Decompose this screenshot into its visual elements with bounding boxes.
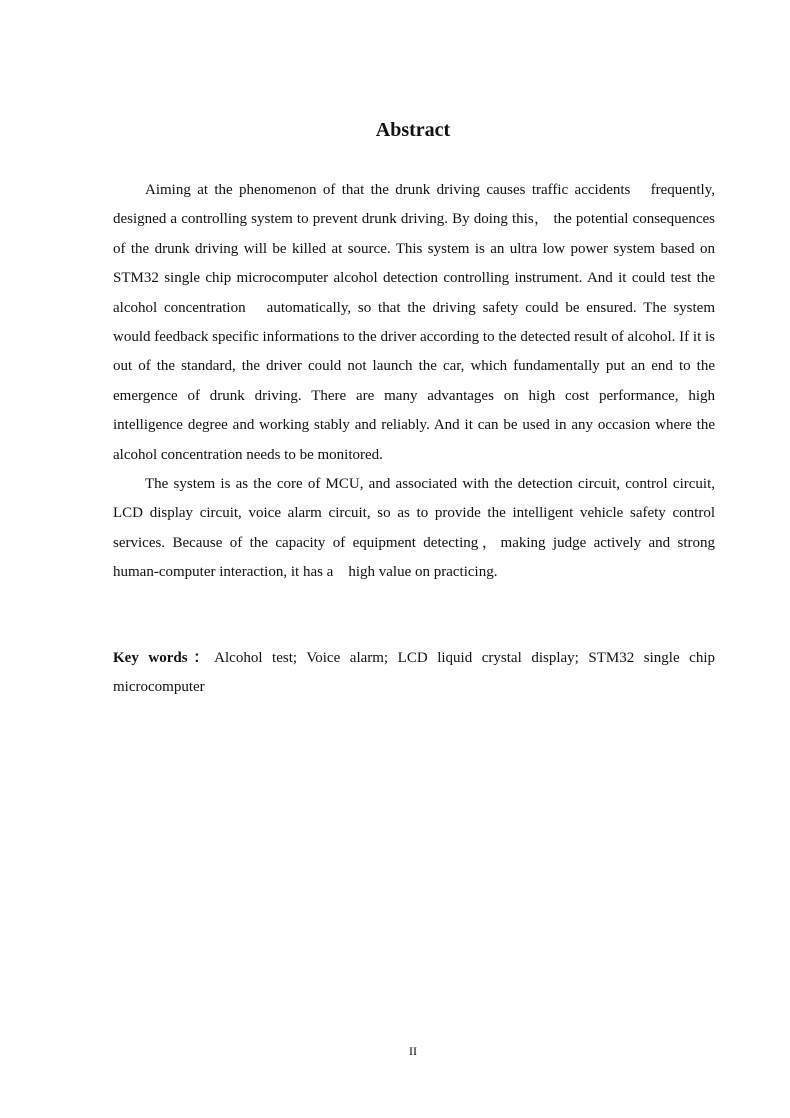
- abstract-body: [113, 176, 715, 588]
- page-number: II: [409, 1044, 417, 1058]
- keywords-text: Alcohol test; Voice alarm; LCD liquid crystal display; STM32 single chip microcomputer: [113, 650, 715, 696]
- abstract-title: Abstract: [375, 119, 451, 141]
- keywords-line: [113, 644, 715, 703]
- abstract-paragraph-1: Aiming at the phenomenon of that the drunk driving causes traffic accidents frequently, designed a controlling system to prevent drunk driving. By doing this， the potential consequences of the drunk driving will be killed at source. This system is an ultra low power system based on STM32 single chip microcomputer alcohol detection controlling instrument. And it could test the alcohol concentration automatically, so that the driving safety could be ensured. The system would feedback specific informations to the driver according to the detected result of alcohol. If it is out of the standard, the driver could not launch the car, which fundamentally put an end to the emergence of drunk driving. There are many advantages on high cost performance, high intelligence degree and working stably and reliably. And it can be used in any occasion where the alcohol concentration needs to be monitored.: [113, 182, 715, 463]
- abstract-paragraph-2: The system is as the core of MCU, and associated with the detection circuit, control circuit, LCD display circuit, voice alarm circuit, so as to provide the intelligent vehicle safety control services. Because of the capacity of equipment detecting，making judge actively and strong human-computer interaction, it has a high value on practicing.: [113, 476, 715, 581]
- keywords-label: Key words：: [113, 650, 215, 666]
